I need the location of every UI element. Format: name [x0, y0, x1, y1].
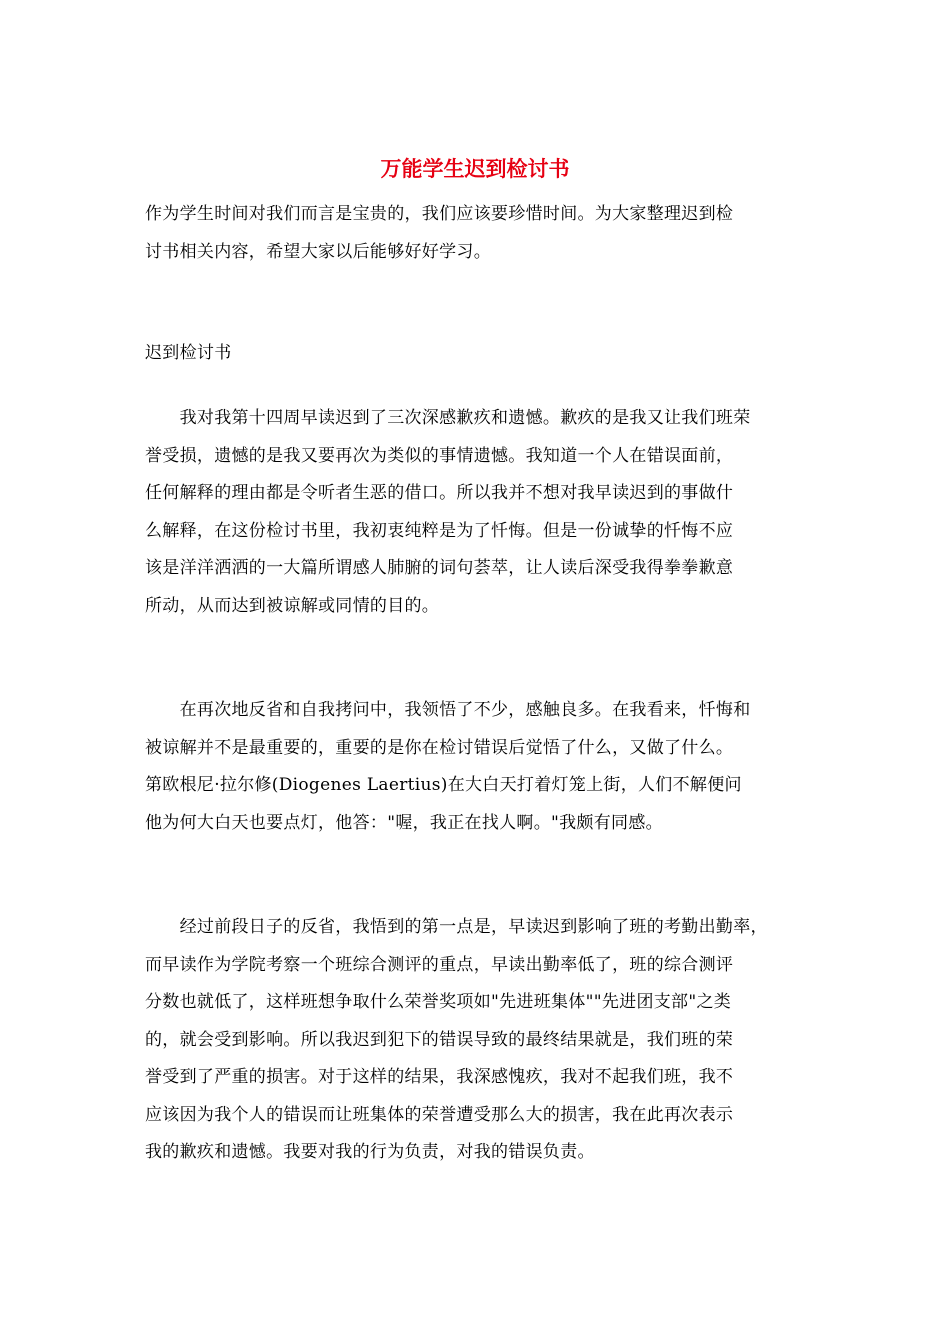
paragraph-line: 我的歉疚和遗憾。我要对我的行为负责，对我的错误负责。 [145, 1142, 595, 1162]
body-paragraph-1 [145, 400, 810, 625]
intro-line: 作为学生时间对我们而言是宝贵的，我们应该要珍惜时间。为大家整理迟到检 [145, 204, 734, 224]
paragraph-line: 任何解释的理由都是令听者生恶的借口。所以我并不想对我早读迟到的事做什 [145, 483, 734, 503]
paragraph-line: 的，就会受到影响。所以我迟到犯下的错误导致的最终结果就是，我们班的荣 [145, 1029, 734, 1050]
paragraph-line: 第欧根尼·拉尔修(Diogenes Laertius)在大白天打着灯笼上街，人们不解便问 [145, 775, 742, 795]
intro-line: 讨书相关内容，希望大家以后能够好好学习。 [145, 241, 491, 262]
paragraph-line: 么解释，在这份检讨书里，我初衷纯粹是为了忏悔。但是一份诚挚的忏悔不应 [145, 520, 734, 541]
paragraph-line: 我对我第十四周早读迟到了三次深感歉疚和遗憾。歉疚的是我又让我们班荣 [145, 408, 751, 428]
paragraph-line: 被谅解并不是最重要的，重要的是你在检讨错误后觉悟了什么，又做了什么。 [145, 737, 734, 758]
paragraph-line: 所动，从而达到被谅解或同情的目的。 [145, 595, 440, 616]
body-paragraph-2 [145, 692, 810, 842]
body-paragraph-3 [145, 909, 810, 1172]
paragraph-line: 经过前段日子的反省，我悟到的第一点是，早读迟到影响了班的考勤出勤率， [145, 917, 768, 937]
paragraph-line: 分数也就低了，这样班想争取什么荣誉奖项如"先进班集体""先进团支部"之类 [145, 992, 732, 1012]
section-heading: 迟到检讨书 [145, 343, 232, 363]
paragraph-line: 他为何大白天也要点灯，他答："喔，我正在找人啊。"我颇有同感。 [145, 812, 663, 833]
paragraph-line: 在再次地反省和自我拷问中，我领悟了不少，感触良多。在我看来，忏悔和 [145, 700, 751, 720]
paragraph-line: 而早读作为学院考察一个班综合测评的重点，早读出勤率低了，班的综合测评 [145, 954, 734, 975]
intro-paragraph [145, 196, 810, 271]
paragraph-line: 誉受损，遗憾的是我又要再次为类似的事情遗憾。我知道一个人在错误面前， [145, 445, 734, 466]
paragraph-line: 应该因为我个人的错误而让班集体的荣誉遭受那么大的损害，我在此再次表示 [145, 1104, 734, 1125]
paragraph-line: 该是洋洋洒洒的一大篇所谓感人肺腑的词句荟萃，让人读后深受我得拳拳歉意 [145, 558, 734, 578]
paragraph-line: 誉受到了严重的损害。对于这样的结果，我深感愧疚，我对不起我们班，我不 [145, 1067, 734, 1087]
document-title: 万能学生迟到检讨书 [380, 156, 570, 181]
